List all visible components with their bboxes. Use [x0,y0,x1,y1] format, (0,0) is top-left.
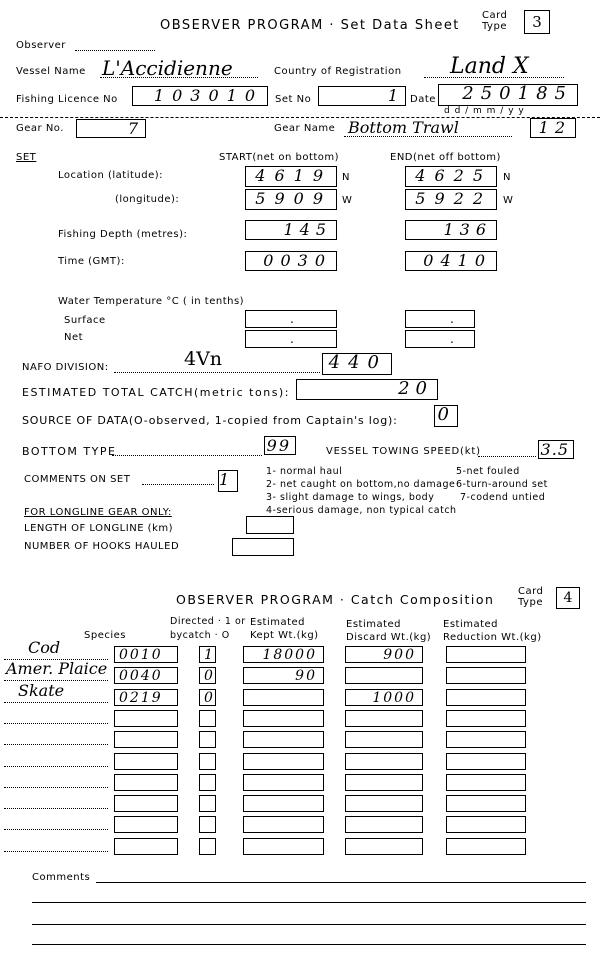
net-label: Net [64,332,84,343]
species-code-cell[interactable] [114,795,178,812]
gear-name-value: Bottom Trawl [348,118,459,137]
species-code-cell[interactable]: 0040 [114,667,178,684]
set-sheet-title: OBSERVER PROGRAM · Set Data Sheet [160,18,460,33]
licence-box[interactable]: 103010 [132,86,268,106]
vessel-name-value: L'Accidienne [102,56,233,80]
col-directed: Directed · 1 or bycatch · O [170,616,246,641]
gear-no-label: Gear No. [16,123,64,134]
discard-weight-cell[interactable] [345,774,423,791]
species-code-cell[interactable] [114,731,178,748]
reduction-weight-cell[interactable] [446,816,526,833]
lon-start-w: W [342,195,353,206]
date-box[interactable]: 250185 [438,84,578,106]
towing-speed-field[interactable] [478,456,536,457]
kept-weight-cell[interactable] [243,838,324,855]
reduction-weight-cell[interactable] [446,667,526,684]
nafo-handwritten: 4Vn [184,348,223,370]
hooks-label: NUMBER OF HOOKS HAULED [24,541,180,552]
source-label: SOURCE OF DATA(O-observed, 1-copied from Captain's log): [22,414,398,427]
kept-weight-cell[interactable] [243,731,324,748]
card-type-box[interactable]: 3 [524,10,550,34]
species-code-cell[interactable] [114,710,178,727]
reduction-weight-cell[interactable] [446,753,526,770]
species-code-cell[interactable] [114,816,178,833]
surface-start-box[interactable]: . [245,310,337,328]
longline-length-label: LENGTH OF LONGLINE (km) [24,523,174,534]
directed-cell[interactable] [199,753,216,770]
gear-name-label: Gear Name [274,123,336,134]
date-format-hint: d d / m m / y y [444,106,525,116]
net-start-box[interactable]: . [245,330,337,348]
discard-weight-cell[interactable] [345,816,423,833]
species-name-field[interactable] [4,766,108,767]
col-reduction: Estimated Reduction Wt.(kg) [443,619,542,643]
kept-weight-cell[interactable]: 90 [243,667,324,684]
lat-end-n: N [503,172,511,183]
reduction-weight-cell[interactable] [446,838,526,855]
code-1: 1- normal haul [266,466,343,477]
hooks-box[interactable] [232,538,294,556]
discard-weight-cell[interactable] [345,710,423,727]
start-heading: START(net on bottom) [219,152,340,163]
code-3: 3- slight damage to wings, body [266,492,435,503]
kept-weight-cell[interactable] [243,816,324,833]
surface-label: Surface [64,315,106,326]
card-type-label: Card Type [482,10,508,32]
country-field[interactable] [424,77,564,78]
comments-line-2[interactable] [32,902,586,903]
kept-weight-cell[interactable] [243,710,324,727]
species-code-cell[interactable] [114,753,178,770]
discard-weight-cell[interactable] [345,795,423,812]
reduction-weight-cell[interactable] [446,774,526,791]
directed-cell[interactable]: 1 [199,646,216,663]
reduction-weight-cell[interactable] [446,646,526,663]
code-6: 6-turn-around set [456,479,548,490]
comments-set-field[interactable] [142,484,214,485]
code-2: 2- net caught on bottom,no damage [266,479,456,490]
col-species: Species [84,630,126,641]
lat-start-n: N [342,172,350,183]
nafo-field[interactable] [114,372,320,373]
gear-name-field[interactable] [344,136,512,137]
time-end-box[interactable]: 0410 [405,251,497,271]
end-heading: END(net off bottom) [390,152,501,163]
kept-weight-cell[interactable] [243,774,324,791]
discard-weight-cell[interactable] [345,731,423,748]
water-temp-label: Water Temperature °C ( in tenths) [58,296,245,307]
bottom-type-field[interactable] [112,455,262,456]
species-name-field[interactable] [4,744,108,745]
net-end-box[interactable]: . [405,330,475,348]
date-label: Date [410,94,436,105]
comments-label: Comments [32,872,91,883]
time-start-box[interactable]: 0030 [245,251,337,271]
towing-speed-label: VESSEL TOWING SPEED(kt) [326,446,481,457]
species-name-field[interactable] [4,808,108,809]
country-value: Land X [450,54,529,79]
section-divider [0,117,600,118]
directed-cell[interactable] [199,710,216,727]
discard-weight-cell[interactable] [345,667,423,684]
species-name-field[interactable] [4,702,108,703]
lon-start-box[interactable]: 5909 [245,189,337,210]
species-code-cell[interactable] [114,774,178,791]
depth-label: Fishing Depth (metres): [58,229,188,240]
bottom-type-box[interactable]: 99 [264,436,296,455]
source-box[interactable]: 0 [434,405,458,427]
species-code-cell[interactable] [114,838,178,855]
nafo-box[interactable]: 440 [322,353,392,375]
directed-cell[interactable] [199,795,216,812]
gear-no-box[interactable]: 7 [76,119,146,138]
depth-end-box[interactable]: 136 [405,220,497,240]
catch-sheet-title: OBSERVER PROGRAM · Catch Composition [176,592,495,607]
depth-start-box[interactable]: 145 [245,220,337,240]
comments-set-label: COMMENTS ON SET [24,474,131,485]
longitude-label: (longitude): [115,194,180,205]
lon-end-w: W [503,195,514,206]
surface-end-box[interactable]: . [405,310,475,328]
comments-set-box[interactable]: 1 [218,470,238,492]
reduction-weight-cell[interactable] [446,731,526,748]
comments-line-4[interactable] [32,944,586,945]
discard-weight-cell[interactable] [345,838,423,855]
gear-code-box[interactable]: 12 [530,118,576,138]
discard-weight-cell[interactable]: 1000 [345,689,423,706]
lat-start-box[interactable]: 4619 [245,166,337,187]
latitude-label: Location (latitude): [58,170,164,181]
species-name: Skate [18,681,65,700]
total-catch-label: ESTIMATED TOTAL CATCH(metric tons): [22,386,290,399]
species-name-field[interactable] [4,787,108,788]
directed-cell[interactable]: 0 [199,689,216,706]
longline-heading: FOR LONGLINE GEAR ONLY: [24,507,172,518]
kept-weight-cell[interactable] [243,689,324,706]
reduction-weight-cell[interactable] [446,710,526,727]
observer-field[interactable] [75,50,155,51]
directed-cell[interactable]: 0 [199,667,216,684]
longline-length-box[interactable] [246,516,294,534]
species-name-field[interactable] [4,851,108,852]
species-code-cell[interactable]: 0219 [114,689,178,706]
col-kept: Estimated Kept Wt.(kg) [250,617,319,641]
observer-label: Observer [16,40,66,51]
reduction-weight-cell[interactable] [446,689,526,706]
code-7: 7-codend untied [460,492,546,503]
species-code-cell[interactable]: 0010 [114,646,178,663]
vessel-name-field[interactable] [100,77,258,78]
code-5: 5-net fouled [456,466,520,477]
set-no-label: Set No [275,94,312,105]
towing-speed-box[interactable]: 3.5 [538,440,574,459]
discard-weight-cell[interactable]: 900 [345,646,423,663]
reduction-weight-cell[interactable] [446,795,526,812]
time-label: Time (GMT): [58,256,125,267]
discard-weight-cell[interactable] [345,753,423,770]
comments-line-1[interactable] [96,882,586,883]
catch-card-type-box[interactable]: 4 [556,587,580,609]
kept-weight-cell[interactable]: 18000 [243,646,324,663]
species-name: Cod [28,638,61,657]
col-discard: Estimated Discard Wt.(kg) [346,619,432,643]
directed-cell[interactable] [199,838,216,855]
code-4: 4-serious damage, non typical catch [266,505,457,516]
species-name-field[interactable] [4,829,108,830]
nafo-label: NAFO DIVISION: [22,362,109,373]
kept-weight-cell[interactable] [243,795,324,812]
catch-card-type-label: Card Type [518,586,544,608]
lat-end-box[interactable]: 4625 [405,166,497,187]
directed-cell[interactable] [199,774,216,791]
vessel-name-label: Vessel Name [16,66,86,77]
licence-label: Fishing Licence No [16,94,118,105]
total-catch-box[interactable]: 20 [296,379,438,400]
lon-end-box[interactable]: 5922 [405,189,497,210]
directed-cell[interactable] [199,731,216,748]
set-heading: SET [16,152,37,163]
directed-cell[interactable] [199,816,216,833]
bottom-type-label: BOTTOM TYPE [22,445,117,458]
country-label: Country of Registration [274,66,402,77]
species-name: Amer. Plaice [6,659,108,678]
kept-weight-cell[interactable] [243,753,324,770]
set-no-box[interactable]: 1 [318,86,406,106]
species-name-field[interactable] [4,723,108,724]
comments-line-3[interactable] [32,924,586,925]
